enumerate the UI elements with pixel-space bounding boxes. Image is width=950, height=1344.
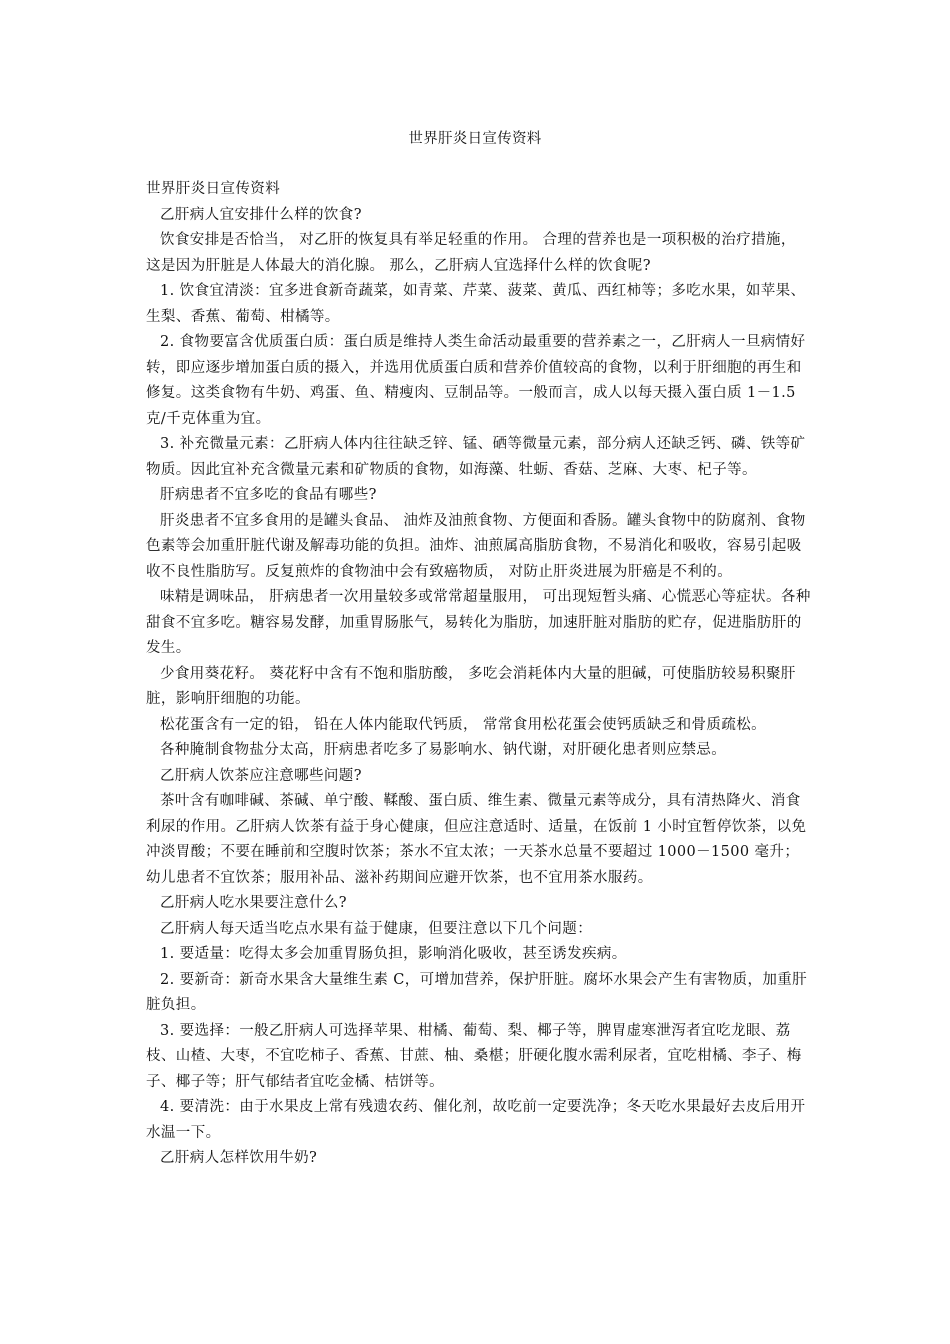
document-body — [146, 177, 812, 1172]
list-item-fruit-3: 3. 要选择：一般乙肝病人可选择苹果、柑橘、葡萄、梨、椰子等，脾胃虚寒泄泻者宜吃龙眼、荔枝、山楂、大枣，不宜吃柿子、香蕉、甘蔗、柚、桑椹；肝硬化腹水需利尿者，宜吃柑橘、李子、梅子、椰子等；肝气郁结者宜吃金橘、桔饼等。 — [146, 1022, 802, 1090]
paragraph-tea: 茶叶含有咖啡碱、茶碱、单宁酸、鞣酸、蛋白质、维生素、微量元素等成分，具有清热降火、消食利尿的作用。乙肝病人饮茶有益于身心健康，但应注意适时、适量，在饭前 1 小时宜暂停饮茶，以免冲淡胃酸；不要在睡前和空腹时饮茶；茶水不宜太浓；一天茶水总量不要超过 1000－1500 毫升；幼儿患者不宜饮茶；服用补品、滋补药期间应避开饮茶，也不宜用茶水服药。 — [146, 793, 807, 886]
paragraph-msg-sweets: 味精是调味品， 肝病患者一次用量较多或常常超量服用， 可出现短暂头痛、心慌恶心等症状。各种甜食不宜多吃。糖容易发酵，加重胃肠胀气，易转化为脂肪，加速肝脏对脂肪的贮存，促进脂肪肝的发生。 — [146, 589, 811, 656]
section-heading-tea: 乙肝病人饮茶应注意哪些问题? — [160, 767, 362, 784]
paragraph-preserved-egg: 松花蛋含有一定的铅， 铅在人体内能取代钙质， 常常食用松花蛋会使钙质缺乏和骨质疏松。 — [160, 716, 767, 733]
document-title: 世界肝炎日宣传资料 — [408, 131, 542, 147]
list-item-diet-3: 3. 补充微量元素：乙肝病人体内往往缺乏锌、锰、硒等微量元素，部分病人还缺乏钙、磷、铁等矿物质。因此宜补充含微量元素和矿物质的食物，如海藻、牡蛎、香菇、芝麻、大枣、杞子等。 — [146, 436, 806, 478]
section-heading-fruit: 乙肝病人吃水果要注意什么? — [160, 895, 347, 911]
paragraph-diet-intro: 饮食安排是否恰当， 对乙肝的恢复具有举足轻重的作用。 合理的营养也是一项积极的治疗措施， 这是因为肝脏是人体最大的消化腺。 那么，乙肝病人宜选择什么样的饮食呢? — [146, 232, 796, 274]
section-heading-avoid-foods: 肝病患者不宜多吃的食品有哪些? — [160, 487, 377, 503]
list-item-fruit-4: 4. 要清洗：由于水果皮上常有残遗农药、催化剂，故吃前一定要洗净；冬天吃水果最好去皮后用开水温一下。 — [146, 1099, 806, 1141]
section-heading-diet: 乙肝病人宜安排什么样的饮食? — [160, 206, 362, 223]
section-heading-milk: 乙肝病人怎样饮用牛奶? — [160, 1150, 318, 1166]
paragraph-pickled-food: 各种腌制食物盐分太高，肝病患者吃多了易影响水、钠代谢，对肝硬化患者则应禁忌。 — [160, 742, 727, 758]
paragraph-fruit-intro: 乙肝病人每天适当吃点水果有益于健康，但要注意以下几个问题： — [160, 920, 593, 937]
body-heading: 世界肝炎日宣传资料 — [146, 181, 281, 197]
paragraph-avoid-processed: 肝炎患者不宜多食用的是罐头食品、 油炸及油煎食物、方便面和香肠。罐头食物中的防腐剂、食物色素等会加重肝脏代谢及解毒功能的负担。油炸、油煎属高脂肪食物，不易消化和吸收，容易引起吸收不良性脂肪写。反复煎炸的食物油中会有致癌物质， 对防止肝炎进展为肝癌是不利的。 — [146, 512, 806, 580]
list-item-fruit-2: 2. 要新奇：新奇水果含大量维生素 C，可增加营养，保护肝脏。腐坏水果会产生有害物质，加重肝脏负担。 — [146, 971, 808, 1013]
list-item-diet-1: 1. 饮食宜清淡：宜多进食新奇蔬菜，如青菜、芹菜、菠菜、黄瓜、西红柿等；多吃水果，如苹果、生梨、香蕉、葡萄、柑橘等。 — [146, 283, 806, 325]
paragraph-sunflower-seeds: 少食用葵花籽。 葵花籽中含有不饱和脂肪酸， 多吃会消耗体内大量的胆碱，可使脂肪较易积聚肝脏，影响肝细胞的功能。 — [146, 665, 796, 707]
list-item-fruit-1: 1. 要适量：吃得太多会加重胃肠负担，影响消化吸收，甚至诱发疾病。 — [160, 946, 627, 962]
list-item-diet-2: 2. 食物要富含优质蛋白质：蛋白质是维持人类生命活动最重要的营养素之一，乙肝病人一旦病情好转，即应逐步增加蛋白质的摄入，并选用优质蛋白质和营养价值较高的食物，以利于肝细胞的再生和修复。这类食物有牛奶、鸡蛋、鱼、精瘦肉、豆制品等。一般而言，成人以每天摄入蛋白质 1－1.5 克/千克体重为宜。 — [146, 334, 806, 427]
